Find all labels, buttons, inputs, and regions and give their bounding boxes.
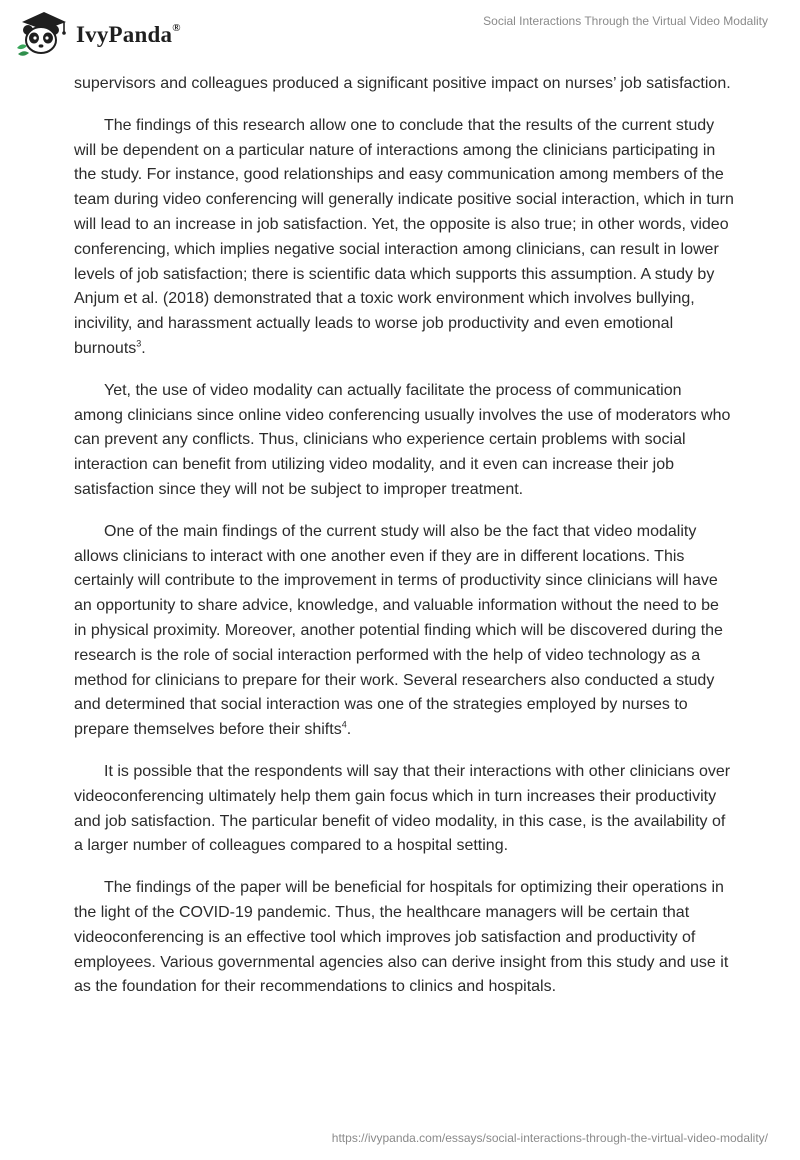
paragraph: The findings of the paper will be beneficial for hospitals for optimizing their operations in the light of the COVID-19 pandemic. Thus, the healthcare managers will be certain that videoconferencing is an effective tool which improves job satisfaction and productivity of employees. Various governmental agencies also can derive insight from this study and use it as the foundation for their recommendations to clinics and hospitals. bbox=[74, 879, 729, 996]
paragraph: It is possible that the respondents will say that their interactions with other clinicians over videoconferencing ultimately help them gain focus which in turn increases their productivity and job satisfaction. The particular benefit of video modality, in this case, is the availability of a larger number of colleagues compared to a hospital setting. bbox=[74, 762, 731, 855]
essay-body bbox=[74, 72, 734, 1017]
panda-graduate-icon bbox=[14, 8, 74, 56]
document-title: Social Interactions Through the Virtual Video Modality bbox=[483, 14, 768, 28]
footnote-ref[interactable]: 4 bbox=[341, 719, 347, 730]
brand-name: IvyPanda® bbox=[76, 22, 181, 47]
page-header bbox=[0, 0, 800, 64]
source-url[interactable]: https://ivypanda.com/essays/social-interactions-through-the-virtual-video-modality/ bbox=[331, 1131, 768, 1145]
brand-logo[interactable] bbox=[14, 8, 181, 56]
paragraph: One of the main findings of the current study will also be the fact that video modality allows clinicians to interact with one another even if they are in different locations. This certainly will contribute to the improvement in terms of productivity since clinicians will have an opportunity to share advice, knowledge, and valuable information without the need to be in physical proximity. Moreover, another potential finding which will be discovered during the research is the role of social interaction performed with the help of video technology as a method for clinicians to prepare for their work. Several researchers also conducted a study and determined that social interaction was one of the strategies employed by nurses to prepare themselves before their shifts$^4$. bbox=[74, 522, 723, 739]
paragraph: The findings of this research allow one to conclude that the results of the current study will be dependent on a particular nature of interactions among the clinicians participating in the study. For instance, good relationships and easy communication among members of the team during video conferencing will generally indicate positive social interaction, which in turn will lead to an increase in job satisfaction. Yet, the opposite is also true; in other words, video conferencing, which implies negative social interaction among clinicians, can result in lower levels of job satisfaction; there is scientific data which supports this assumption. A study by Anjum et al. (2018) demonstrated that a toxic work environment which involves bullying, incivility, and harassment actually leads to worse job productivity and even emotional burnouts$^3$. bbox=[74, 116, 734, 357]
footnote-ref[interactable]: 3 bbox=[136, 338, 142, 349]
paragraph: Yet, the use of video modality can actually facilitate the process of communication among clinicians since online video conferencing usually involves the use of moderators who can prevent any conflicts. Thus, clinicians who experience certain problems with social interaction can benefit from utilizing video modality, and it even can increase their job satisfaction since they will not be subject to improper treatment. bbox=[74, 381, 731, 498]
paragraph: supervisors and colleagues produced a significant positive impact on nurses’ job satisfaction. bbox=[74, 75, 731, 92]
